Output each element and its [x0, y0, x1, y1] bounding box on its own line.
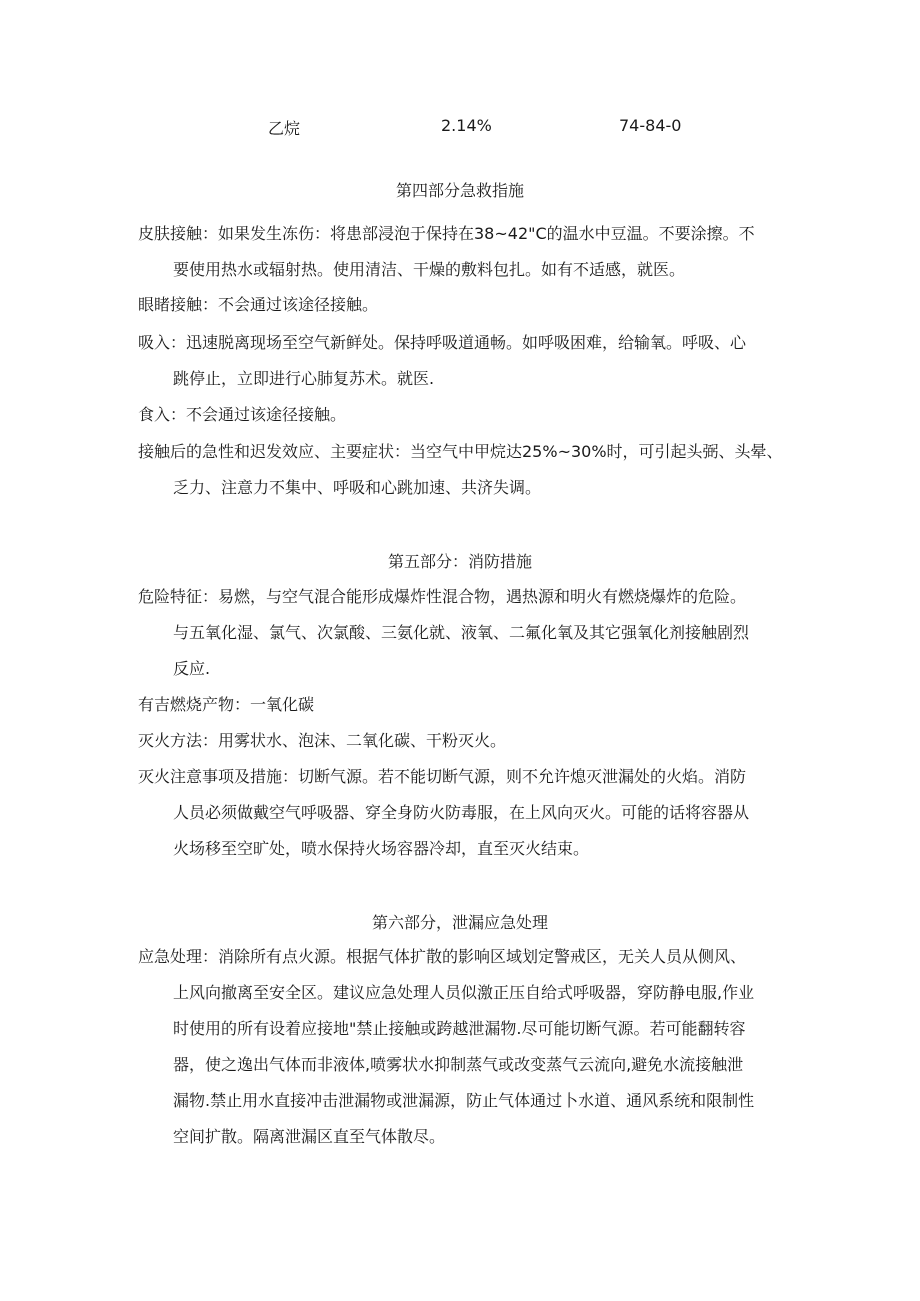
composition-row [0, 116, 920, 142]
paragraph-line: 灭火方法：用雾状水、泡沫、二氧化碳、干粉灭火。 [138, 731, 507, 750]
section-6-title: 第六部分，泄漏应急处理 [371, 913, 548, 932]
component-cas-number: 74-84-0 [619, 116, 682, 135]
paragraph-line: 反应. [173, 659, 211, 678]
paragraph-line: 与五氧化湿、氯气、次氯酸、三氨化就、液氧、二氟化氧及其它强氧化剂接触剧烈 [173, 623, 750, 642]
paragraph-line: 食入：不会通过该途径接触。 [138, 405, 347, 424]
paragraph-line: 接触后的急性和迟发效应、主要症状：当空气中甲烷达25%~30%时，可引起头弼、头晕、 [138, 442, 783, 461]
component-name: 乙烷 [268, 119, 301, 138]
fire-precautions-paragraph [138, 759, 788, 867]
paragraph-line: 空间扩散。隔离泄漏区直至气体散尽。 [173, 1127, 446, 1146]
paragraph-line: 危险特征：易燃，与空气混合能形成爆炸性混合物，遇热源和明火有燃烧爆炸的危险。 [138, 587, 747, 606]
paragraph-line: 皮肤接触：如果发生冻伤：将患部浸泡于保持在38~42"C的温水中豆温。不要涂擦。不 [138, 224, 755, 243]
skin-contact-paragraph [138, 216, 788, 288]
paragraph-line: 人员必须做戴空气呼吸器、穿全身防火防毒服，在上风向灭火。可能的话将容器从 [173, 803, 750, 822]
paragraph-line: 眼睹接触：不会通过该途径接触。 [138, 295, 379, 314]
paragraph-line: 上风向撤离至安全区。建议应急处理人员似激正压自给式呼吸器，穿防静电服,作业 [173, 983, 755, 1002]
paragraph-line: 要使用热水或辐射热。使用清洁、干燥的敷料包扎。如有不适感，就医。 [173, 260, 686, 279]
component-concentration: 2.14% [441, 116, 492, 135]
hazard-paragraph [138, 579, 788, 687]
paragraph-line: 器，使之逸出气体而非液体,喷雾状水抑制蒸气或改变蒸气云流向,避免水流接触泄 [173, 1055, 744, 1074]
eye-contact-paragraph [138, 287, 788, 323]
paragraph-line: 乏力、注意力不集中、呼吸和心跳加速、共济失调。 [173, 478, 542, 497]
paragraph-line: 吸入：迅速脱离现场至空气新鲜处。保持呼吸道通畅。如呼吸困难，给输氧。呼吸、心 [138, 333, 747, 352]
extinguish-method-paragraph [138, 723, 788, 759]
combustion-products-paragraph [138, 687, 788, 723]
section-5-title: 第五部分：消防措施 [387, 552, 532, 571]
emergency-handling-paragraph [138, 939, 788, 1155]
paragraph-line: 火场移至空旷处，喷水保持火场容器冷却，直至灭火结束。 [173, 839, 590, 858]
paragraph-line: 跳停止，立即进行心肺复苏术。就医. [173, 369, 435, 388]
paragraph-line: 漏物.禁止用水直接冲击泄漏物或泄漏源，防止气体通过卜水道、通风系统和限制性 [173, 1091, 755, 1110]
paragraph-line: 灭火注意事项及措施：切断气源。若不能切断气源，则不允许熄灭泄漏处的火焰。消防 [138, 767, 747, 786]
section-4-title: 第四部分急救指施 [395, 181, 524, 200]
paragraph-line: 有吉燃烧产物：一氧化碳 [138, 695, 315, 714]
symptoms-paragraph [138, 434, 788, 506]
paragraph-line: 时使用的所有设着应接地"禁止接触或跨越泄漏物.尽可能切断气源。若可能翻转容 [173, 1019, 746, 1038]
paragraph-line: 应急处理：消除所有点火源。根据气体扩散的影响区域划定警戒区，无关人员从侧风、 [138, 947, 747, 966]
inhalation-paragraph [138, 325, 788, 397]
ingestion-paragraph [138, 397, 788, 433]
